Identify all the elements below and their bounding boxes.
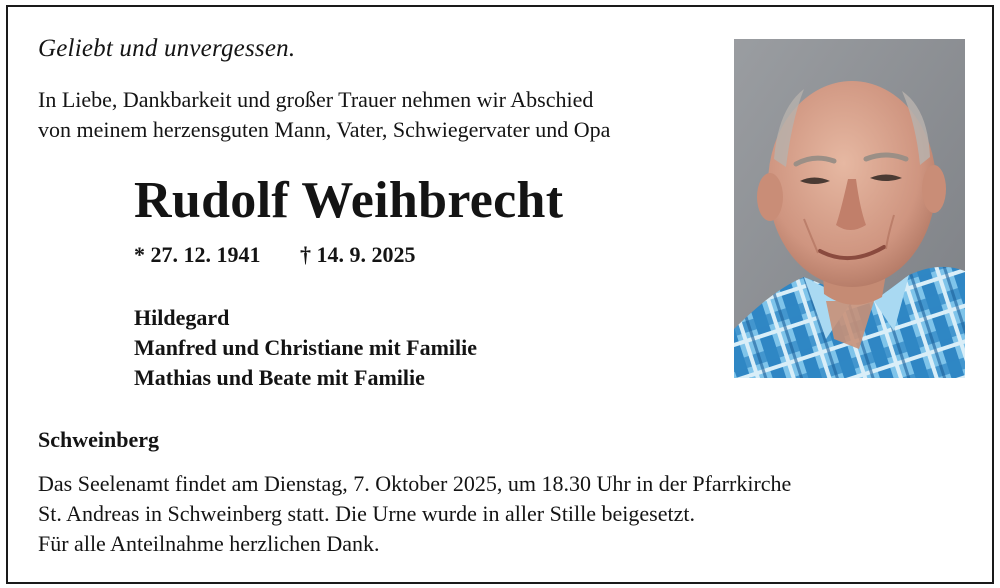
obituary-notice: [6, 5, 994, 584]
intro-line: von meinem herzensguten Mann, Vater, Schwiegervater und Opa: [38, 117, 611, 142]
mourner: Hildegard: [134, 305, 230, 330]
service-info: [38, 469, 791, 559]
mourner: Mathias und Beate mit Familie: [134, 365, 425, 390]
mourners-list: [134, 303, 477, 393]
life-dates: [134, 242, 416, 268]
deceased-name: Rudolf Weihbrecht: [134, 172, 564, 229]
mourner: Manfred und Christiane mit Familie: [134, 335, 478, 360]
portrait-photo: [734, 39, 965, 378]
death-date: † 14. 9. 2025: [300, 242, 416, 267]
place-name: Schweinberg: [38, 427, 159, 452]
service-line: Für alle Anteilnahme herzlichen Dank.: [38, 531, 380, 556]
intro-text: [38, 85, 610, 145]
service-line: St. Andreas in Schweinberg statt. Die Urne wurde in aller Stille beigesetzt.: [38, 501, 695, 526]
birth-date: * 27. 12. 1941: [134, 242, 261, 267]
motto: Geliebt und unvergessen.: [38, 35, 296, 62]
intro-line: In Liebe, Dankbarkeit und großer Trauer nehmen wir Abschied: [38, 87, 594, 112]
portrait-icon: [734, 39, 965, 378]
service-line: Das Seelenamt findet am Dienstag, 7. Oktober 2025, um 18.30 Uhr in der Pfarrkirche: [38, 471, 792, 496]
